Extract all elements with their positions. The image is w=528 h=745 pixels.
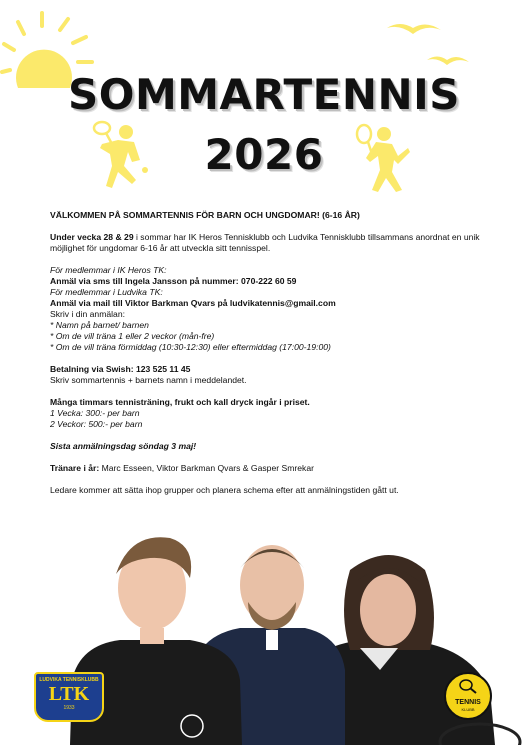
registration-instructions: Skriv i din anmälan: [50, 309, 125, 319]
registration-deadline: Sista anmälningsdag söndag 3 maj! [50, 441, 197, 451]
price-item: 2 Veckor: 500:- per barn [50, 419, 143, 429]
coaches-names: Marc Esseen, Viktor Barkman Qvars & Gasper Smrekar [99, 463, 314, 473]
heros-contact: Anmäl via sms till Ingela Jansson på nummer: 070-222 60 59 [50, 276, 297, 286]
coaches-label: Tränare i år: [50, 463, 100, 473]
registration-item: * Namn på barnet/ barnen [50, 320, 149, 330]
heros-members-label: För medlemmar i IK Heros TK: [50, 265, 167, 275]
payment-note: Skriv sommartennis + barnets namn i meddelandet. [50, 375, 247, 385]
pricing-heading: Många timmars tennisträning, frukt och kall dryck ingår i priset. [50, 397, 310, 407]
heros-logo-text: TENNIS [455, 699, 481, 706]
intro-paragraph [50, 232, 480, 254]
page-title: SOMMARTENNIS [67, 70, 461, 119]
ltk-logo-year: 1933 [63, 705, 75, 711]
tennis-player-left-icon [88, 118, 158, 198]
leaders-note: Ledare kommer att sätta ihop grupper och planera schema efter att anmälningstiden gått ut. [50, 485, 399, 495]
registration-item: * Om de vill träna 1 eller 2 veckor (mån-fre) [50, 331, 215, 341]
ltk-logo [34, 672, 104, 722]
coaches-line [50, 463, 480, 474]
price-item: 1 Vecka: 300:- per barn [50, 408, 140, 418]
ltk-logo-abbr: LTK [48, 683, 90, 705]
weeks-text: i sommar har IK Heros Tennisklubb och Ludvika Tennisklubb tillsammans anordnat en unik möjlighet för ungdomar 6-16 år att utveckla sitt tennisspel. [50, 232, 480, 253]
registration-item: * Om de vill träna förmiddag (10:30-12:30) eller eftermiddag (17:00-19:00) [50, 342, 331, 352]
info-text-block [50, 210, 480, 496]
page-year: 2026 [204, 130, 324, 179]
intro-heading: VÄLKOMMEN PÅ SOMMARTENNIS FÖR BARN OCH UNGDOMAR! (6-16 ÅR) [50, 210, 360, 220]
tennis-player-right-icon [352, 120, 422, 200]
ltk-logo-name: LUDVIKA TENNISKLUBB [39, 677, 99, 683]
tennis-racket-icon [457, 678, 479, 694]
ludvika-members-label: För medlemmar i Ludvika TK: [50, 287, 163, 297]
heros-tennis-logo [444, 672, 492, 720]
heros-logo-sub: KLUBB [461, 707, 475, 712]
payment-heading: Betalning via Swish: 123 525 11 45 [50, 364, 191, 374]
birds-icon [385, 20, 475, 70]
weeks-label: Under vecka 28 & 29 [50, 232, 134, 242]
ludvika-contact: Anmäl via mail till Viktor Barkman Qvars på ludvikatennis@gmail.com [50, 298, 336, 308]
